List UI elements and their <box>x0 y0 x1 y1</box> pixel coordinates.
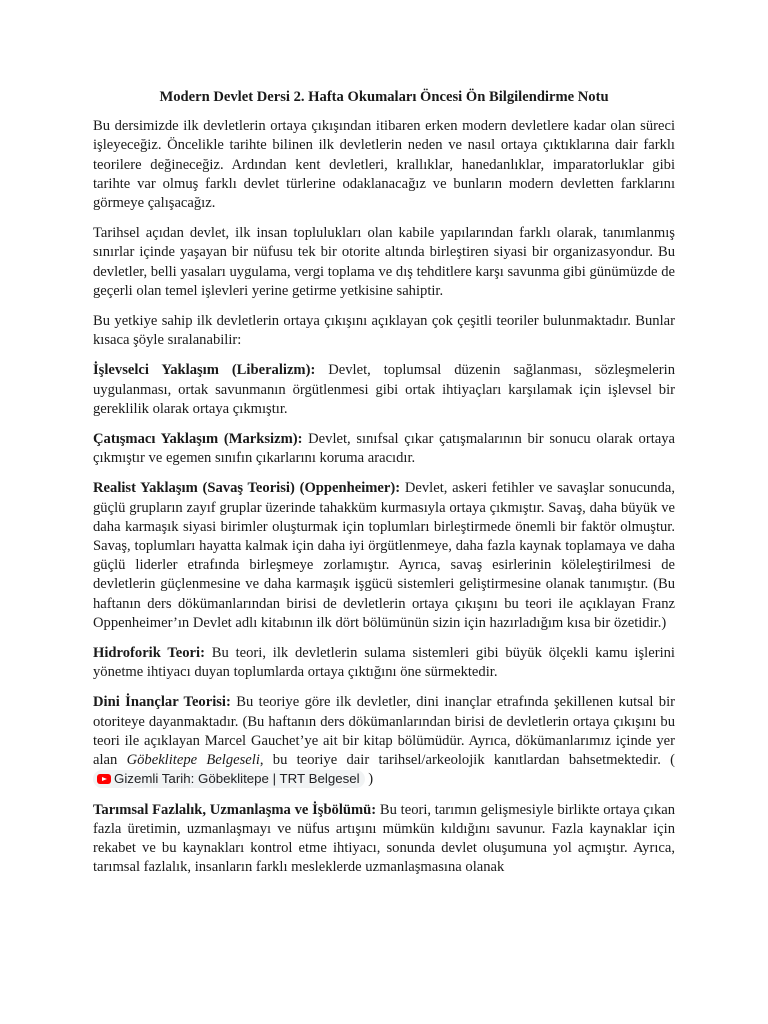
functionalist-theory-heading: İşlevselci Yaklaşım (Liberalizm): <box>93 362 316 379</box>
hydraulic-theory-paragraph <box>93 644 675 682</box>
religious-theory-text-after: , bu teoriye dair tarihsel/arkeolojik kanıtlardan bahsetmektedir. ( <box>259 752 675 769</box>
religious-theory-paragraph <box>93 693 675 789</box>
conflict-theory-heading: Çatışmacı Yaklaşım (Marksizm): <box>93 431 303 448</box>
youtube-video-link[interactable] <box>93 770 365 788</box>
realist-theory-text: Devlet, askeri fetihler ve savaşlar sonucunda, güçlü grupların zayıf gruplar üzerinde tahakküm kurmasıyla ortaya çıkmıştır. Savaş, daha büyük ve daha karmaşık siyasi birimler oluşturmak için toplumları birleştirmede önemli bir faktör olmuştur. Savaş, toplumları hayatta kalmak için daha iyi örgütlenmeye, daha fazla kaynak toplamaya ve daha güçlü liderler etrafında birleşmeye zorlamıştır. Ayrıca, savaş esirlerinin köleleştirilmesi de devletlerin güçlenmesine ve daha karmaşık işgücü sistemleri geliştirmesine olanak tanımıştır. (Bu haftanın ders dökümanlarından birisi de devletlerin ortaya çıkışını bu teori ile açıklayan Franz Oppenheimer’ın Devlet adlı kitabının ilk dört bölümünün sizin için hazırladığım kısa bir özetidir.) <box>93 480 675 631</box>
realist-theory-heading: Realist Yaklaşım (Savaş Teorisi) (Oppenheimer): <box>93 480 401 497</box>
functionalist-theory-paragraph <box>93 361 675 419</box>
hydraulic-theory-heading: Hidroforik Teori: <box>93 645 205 662</box>
religious-theory-closing: ) <box>364 771 374 788</box>
youtube-video-link-label: Gizemli Tarih: Göbeklitepe | TRT Belgesel <box>114 771 360 787</box>
agricultural-theory-text: Bu teori, tarımın gelişmesiyle birlikte ortaya çıkan fazla üretimin, uzmanlaşmayı ve nüfus artışını mümkün kıldığını savunur. Fazla kaynaklar için rekabet ve bu kaynakları kontrol etme ihtiyacı, sonunda devlet oluşumuna yol açmıştır. Ayrıca, tarımsal fazlalık, insanların farklı mesleklerde uzmanlaşmasına olanak <box>93 801 676 876</box>
conflict-theory-paragraph <box>93 430 675 468</box>
agricultural-theory-paragraph <box>93 801 675 878</box>
document-title: Modern Devlet Dersi 2. Hafta Okumaları Öncesi Ön Bilgilendirme Notu <box>159 89 609 105</box>
historical-paragraph: Tarihsel açıdan devlet, ilk insan toplulukları olan kabile yapılarından farklı olarak, tanımlanmış sınırlar içinde yaşayan bir nüfusu tek bir otorite altında birleştiren siyasi bir organizasyondur. Bu devletler, belli yasaları uygulama, vergi toplama ve dış tehditlere karşı savunma gibi günümüzde de geçerli olan temel işlevleri yerine getirme yetkisine sahiptir. <box>93 225 675 299</box>
realist-theory-paragraph <box>93 479 675 633</box>
intro-paragraph: Bu dersimizde ilk devletlerin ortaya çıkışından itibaren erken modern devletlere kadar olan süreci işleyeceğiz. Öncelikle tarihte bilinen ilk devletlerin neden ve nasıl ortaya çıktıklarına dair farklı teorilere değineceğiz. Ardından kent devletleri, krallıklar, hanedanlıklar, imparatorluklar gibi tarihte var olmuş farklı devlet türlerine odaklanacağız ve bunların modern devletten farklarını görmeye çalışacağız. <box>93 118 675 212</box>
youtube-icon <box>97 774 111 784</box>
agricultural-theory-heading: Tarımsal Fazlalık, Uzmanlaşma ve İşbölümü: <box>93 801 377 818</box>
hydraulic-theory-text: Bu teori, ilk devletlerin sulama sistemleri gibi büyük ölçekli kamu işlerini yönetme ihtiyacı duyan toplumlarda ortaya çıktığını öne sürmektedir. <box>93 645 675 681</box>
theories-intro-paragraph: Bu yetkiye sahip ilk devletlerin ortaya çıkışını açıklayan çok çeşitli teoriler bulunmaktadır. Bunlar kısaca şöyle sıralanabilir: <box>93 313 675 349</box>
conflict-theory-text: Devlet, sınıfsal çıkar çatışmalarının bir sonucu olarak ortaya çıkmıştır ve egemen sınıfın çıkarlarını koruma aracıdır. <box>93 431 675 467</box>
religious-theory-heading: Dini İnançlar Teorisi: <box>93 694 231 711</box>
religious-theory-text-before: Bu teoriye göre ilk devletler, dini inançlar etrafında şekillenen kutsal bir otoriteye dayanmaktadır. (Bu haftanın ders dökümanlarından birisi de devletlerin ortaya çıkışını bu teori ile açıklayan Marcel Gauchet’ye ait bir kitap bölümüdür. Ayrıca, dökümanlarımız içinde yer alan <box>93 694 676 769</box>
documentary-title: Göbeklitepe Belgeseli <box>126 752 260 769</box>
functionalist-theory-text: Devlet, toplumsal düzenin sağlanması, sözleşmelerin uygulanması, ortak savunmanın örgütlenmesi gibi ortak ihtiyaçları karşılamak için işlevsel bir gereklilik olarak ortaya çıkmıştır. <box>93 362 675 417</box>
